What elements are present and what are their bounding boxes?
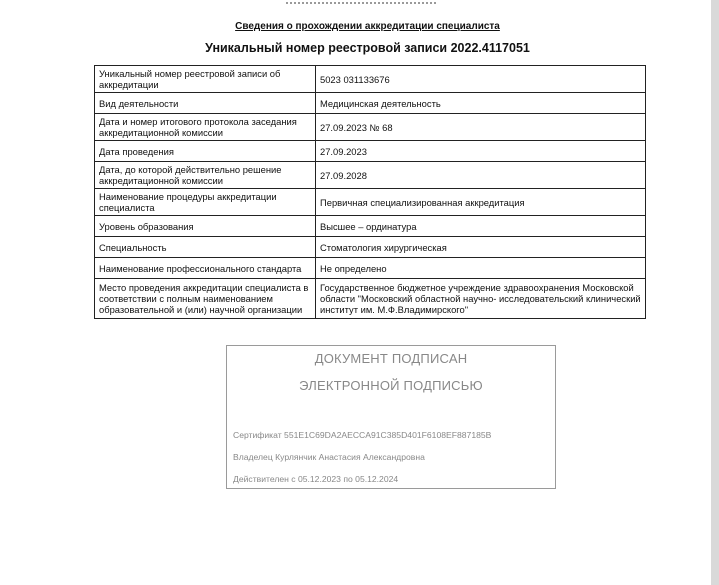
document-title: Уникальный номер реестровой записи 2022.4117051 — [205, 41, 530, 55]
row-value: Медицинская деятельность — [316, 93, 646, 114]
table-row — [95, 114, 646, 141]
table-row — [95, 258, 646, 279]
table-row — [95, 93, 646, 114]
table-row — [95, 237, 646, 258]
row-label: Уровень образования — [95, 216, 316, 237]
table-row — [95, 216, 646, 237]
stamp-certificate: Сертификат 551E1C69DA2AECCA91C385D401F6108EF887185B — [233, 430, 492, 440]
row-label: Специальность — [95, 237, 316, 258]
row-value: Высшее – ординатура — [316, 216, 646, 237]
row-label: Дата, до которой действительно решение аккредитационной комиссии — [95, 162, 316, 189]
stamp-owner: Владелец Курлянчик Анастасия Александровна — [233, 452, 425, 462]
stamp-validity: Действителен с 05.12.2023 по 05.12.2024 — [233, 474, 399, 484]
row-value: Не определено — [316, 258, 646, 279]
cropped-top-text — [286, 0, 436, 4]
table-row — [95, 189, 646, 216]
row-value: 27.09.2023 № 68 — [316, 114, 646, 141]
table-row — [95, 279, 646, 319]
stamp-heading-line1: ДОКУМЕНТ ПОДПИСАН — [314, 351, 468, 366]
electronic-signature-stamp — [226, 345, 556, 489]
row-label: Место проведения аккредитации специалиста в соответствии с полным наименованием образовательной и (или) научной организации — [95, 279, 316, 319]
row-label: Дата проведения — [95, 141, 316, 162]
row-value: 27.09.2028 — [316, 162, 646, 189]
document-subtitle: Сведения о прохождении аккредитации специалиста — [235, 21, 500, 32]
row-label: Вид деятельности — [95, 93, 316, 114]
row-label: Дата и номер итогового протокола заседания аккредитационной комиссии — [95, 114, 316, 141]
accreditation-table — [94, 65, 646, 319]
table-row — [95, 66, 646, 93]
page-edge — [711, 0, 719, 585]
row-value: Государственное бюджетное учреждение здравоохранения Московской области "Московский областной научно- исследовательский клинический институт им. М.Ф.Владимирского" — [316, 279, 646, 319]
row-label: Уникальный номер реестровой записи об аккредитации — [95, 66, 316, 93]
stamp-heading-line2: ЭЛЕКТРОННОЙ ПОДПИСЬЮ — [299, 378, 483, 393]
row-value: 5023 031133676 — [316, 66, 646, 93]
row-value: Первичная специализированная аккредитация — [316, 189, 646, 216]
row-label: Наименование процедуры аккредитации специалиста — [95, 189, 316, 216]
row-label: Наименование профессионального стандарта — [95, 258, 316, 279]
row-value: Стоматология хирургическая — [316, 237, 646, 258]
table-row — [95, 162, 646, 189]
table-row — [95, 141, 646, 162]
row-value: 27.09.2023 — [316, 141, 646, 162]
